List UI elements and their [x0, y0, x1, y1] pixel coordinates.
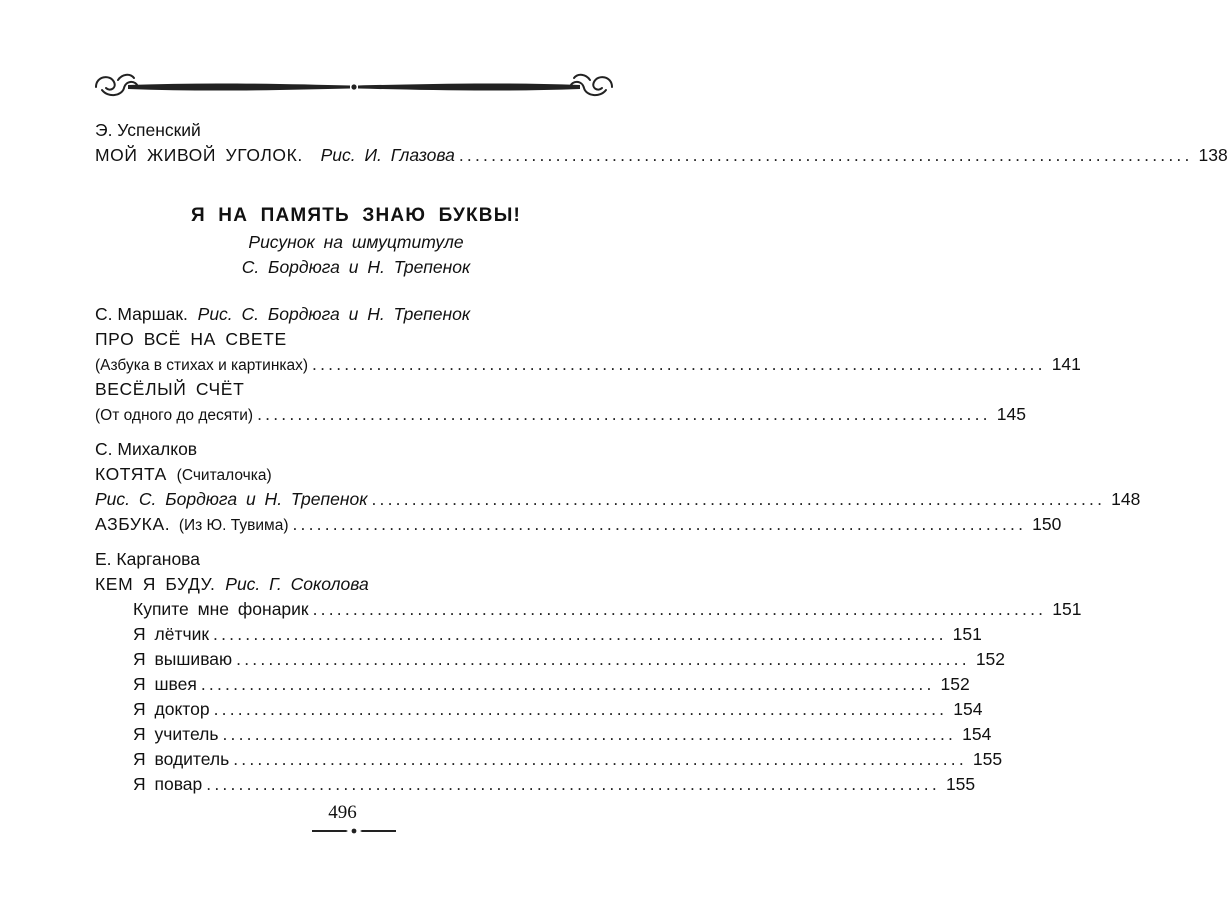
leader-dots: ...........................................................................................	[222, 724, 957, 744]
leader-dots: ...........................................................................................	[458, 145, 1193, 165]
toc-entry-azbuka[interactable]	[95, 512, 1062, 537]
title-kem-ya-budu-line	[95, 572, 617, 597]
entry-title: Я водитель	[133, 749, 230, 769]
author-marshak-line	[95, 302, 617, 327]
entry-title: Я учитель	[133, 724, 219, 744]
leader-dots: ...........................................................................................	[312, 354, 1046, 374]
entry-title: Я вышиваю	[133, 649, 233, 669]
page-ref: 155	[972, 749, 1003, 769]
page-number-ornament	[310, 826, 398, 836]
toc-entry-ya-uchitel[interactable]	[95, 722, 992, 747]
marshak-credit: Рис. С. Бордюга и Н. Трепенок	[197, 304, 471, 324]
toc-entry-kotyata[interactable]	[95, 487, 1141, 512]
leader-dots: ...........................................................................................	[233, 749, 967, 769]
toc-entry-azbuka-v-stikhakh[interactable]	[95, 352, 1081, 377]
page-ref: 151	[1052, 599, 1082, 619]
toc-entry-ya-vyshivayu[interactable]	[95, 647, 1006, 672]
leader-dots: ...........................................................................................	[371, 489, 1106, 509]
leader-dots: ...........................................................................................	[206, 774, 940, 794]
toc-entry-ya-povar[interactable]	[95, 772, 976, 797]
page-ref: 138	[1198, 145, 1228, 165]
page-ref: 154	[962, 724, 992, 744]
leader-dots: ...........................................................................................	[236, 649, 970, 669]
leader-dots: ...........................................................................................	[213, 699, 948, 719]
title-kotyata-note: (Считалочка)	[176, 467, 272, 484]
author-marshak: С. Маршак.	[95, 304, 188, 324]
entry-title: Я повар	[133, 774, 203, 794]
title-kem-ya-budu: КЕМ Я БУДУ.	[95, 574, 216, 594]
toc-entry-ot-odnogo-do-desyati[interactable]	[95, 402, 1026, 427]
author-uspensky: Э. Успенский	[95, 120, 201, 140]
leader-dots: ...........................................................................................	[213, 624, 947, 644]
entry-title: АЗБУКА.	[95, 514, 171, 534]
toc-entry-ya-voditel[interactable]	[95, 747, 1003, 772]
entry-title: Купите мне фонарик	[133, 599, 309, 619]
leader-dots: ...........................................................................................	[292, 514, 1027, 534]
top-flourish-ornament	[88, 70, 620, 104]
section-subtitle-2: С. Бордюга и Н. Трепенок	[241, 257, 471, 277]
entry-title: Я лётчик	[133, 624, 210, 644]
entry-note: (Из Ю. Тувима)	[178, 517, 289, 534]
entry-subtitle: (Азбука в стихах и картинках)	[95, 357, 309, 374]
title-kotyata-line	[95, 462, 617, 487]
section-subtitle-1: Рисунок на шмуцтитуле	[248, 232, 464, 252]
page-ref: 151	[952, 624, 982, 644]
toc-entry-ya-doktor[interactable]	[95, 697, 983, 722]
toc-entry-ya-shveya[interactable]	[95, 672, 970, 697]
author-mikhalkov: С. Михалков	[95, 439, 198, 459]
entry-title: Я доктор	[133, 699, 210, 719]
entry-credit: Рис. С. Бордюга и Н. Трепенок	[95, 489, 368, 509]
leader-dots: ...........................................................................................	[200, 674, 935, 694]
page-ref: 152	[975, 649, 1006, 669]
karganova-credit: Рис. Г. Соколова	[225, 574, 369, 594]
page-ref: 145	[996, 404, 1026, 424]
entry-credit: Рис. И. Глазова	[320, 145, 455, 165]
page-ref: 154	[953, 699, 983, 719]
page-ref: 148	[1111, 489, 1141, 509]
page-ref: 152	[940, 674, 970, 694]
page-ref: 150	[1032, 514, 1062, 534]
toc-entry-moy-zhivoy-ugolok[interactable]	[95, 143, 1228, 168]
page-ref: 141	[1051, 354, 1081, 374]
section-title: Я НА ПАМЯТЬ ЗНАЮ БУКВЫ!	[190, 205, 522, 226]
title-pro-vse-na-svete: ПРО ВСЁ НА СВЕТЕ	[95, 329, 287, 349]
leader-dots: ...........................................................................................	[312, 599, 1047, 619]
toc-entry-kupite-mne-fonarik[interactable]	[95, 597, 1082, 622]
entry-title: Я швея	[133, 674, 197, 694]
entry-title: МОЙ ЖИВОЙ УГОЛОК.	[95, 145, 303, 165]
page-ref: 155	[945, 774, 976, 794]
leader-dots: ...........................................................................................	[257, 404, 991, 424]
page-number: 496	[328, 802, 357, 823]
title-vesely-schet: ВЕСЁЛЫЙ СЧЁТ	[95, 379, 245, 399]
entry-subtitle: (От одного до десяти)	[95, 407, 254, 424]
author-karganova: Е. Карганова	[95, 549, 201, 569]
toc-entry-ya-letchik[interactable]	[95, 622, 982, 647]
title-kotyata: КОТЯТА	[95, 464, 167, 484]
